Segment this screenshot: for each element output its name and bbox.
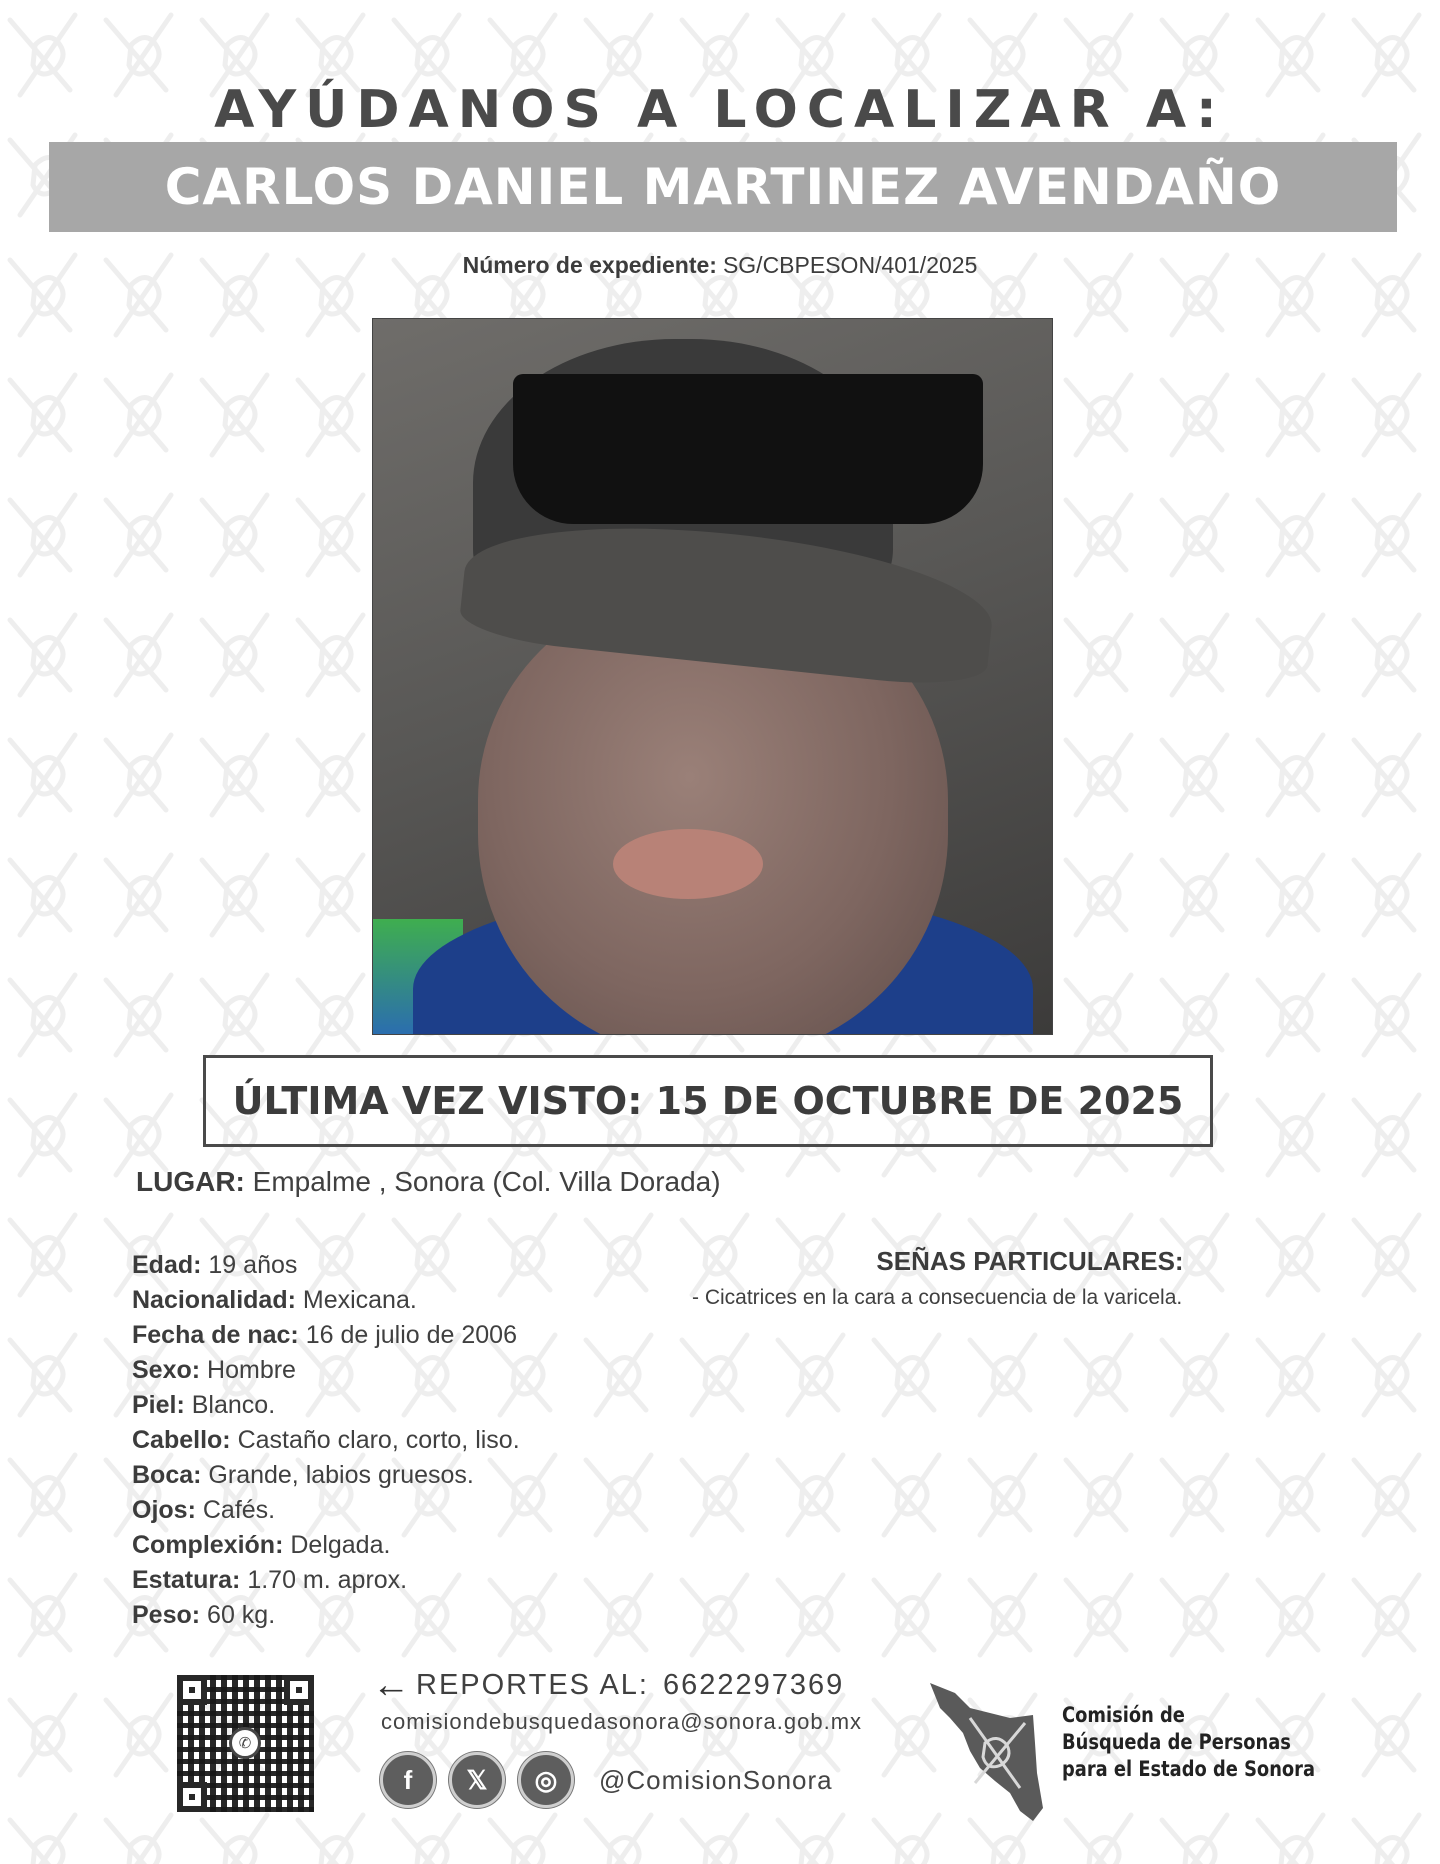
- whatsapp-qr-code[interactable]: [177, 1675, 314, 1812]
- qr-finder-icon: [177, 1675, 207, 1705]
- case-number: [0, 252, 1440, 279]
- location-value: Empalme , Sonora (Col. Villa Dorada): [252, 1166, 721, 1197]
- x-icon[interactable]: 𝕏: [449, 1752, 505, 1808]
- reports-line: [372, 1666, 844, 1704]
- contact-email[interactable]: comisiondebusquedasonora@sonora.gob.mx: [381, 1709, 863, 1734]
- missing-person-photo: [372, 318, 1053, 1035]
- physical-details-list: [132, 1248, 520, 1633]
- detail-row-nacionalidad: Nacionalidad: Mexicana.: [132, 1286, 417, 1314]
- detail-row-sexo: Sexo: Hombre: [132, 1356, 296, 1384]
- qr-finder-icon: [177, 1782, 207, 1812]
- location-label: LUGAR:: [136, 1166, 245, 1197]
- reports-phone[interactable]: 6622297369: [663, 1668, 845, 1701]
- case-number-value: SG/CBPESON/401/2025: [722, 252, 978, 278]
- detail-row-cabello: Cabello: Castaño claro, corto, liso.: [132, 1426, 520, 1454]
- detail-row-edad: Edad: 19 años: [132, 1251, 298, 1279]
- detail-row-ojos: Ojos: Cafés.: [132, 1496, 276, 1524]
- sonora-map-logo-icon: [925, 1673, 1045, 1823]
- distinguishing-mark-item: - Cicatrices en la cara a consecuencia de la varicela.: [692, 1286, 1183, 1309]
- detail-row-peso: Peso: 60 kg.: [132, 1601, 276, 1629]
- social-links: [380, 1752, 833, 1808]
- detail-row-complexion: Complexión: Delgada.: [132, 1531, 391, 1559]
- detail-row-boca: Boca: Grande, labios gruesos.: [132, 1461, 474, 1489]
- facebook-icon[interactable]: f: [380, 1752, 436, 1808]
- social-handle[interactable]: @ComisionSonora: [599, 1764, 833, 1795]
- detail-row-fecha-nac: Fecha de nac: 16 de julio de 2006: [132, 1321, 517, 1349]
- poster-title: AYÚDANOS A LOCALIZAR A:: [214, 80, 1226, 140]
- detail-row-piel: Piel: Blanco.: [132, 1391, 276, 1419]
- arrow-left-icon: ←: [372, 1664, 410, 1706]
- reports-label: REPORTES AL:: [416, 1668, 649, 1701]
- last-seen-text: ÚLTIMA VEZ VISTO: 15 DE OCTUBRE DE 2025: [232, 1079, 1184, 1123]
- person-name: CARLOS DANIEL MARTINEZ AVENDAÑO: [164, 158, 1282, 216]
- person-name-banner: [49, 142, 1397, 232]
- organization-name: Comisión de Búsqueda de Personas para el Estado de Sonora: [1062, 1703, 1316, 1781]
- qr-finder-icon: [284, 1675, 314, 1705]
- whatsapp-icon: ✆: [229, 1727, 261, 1759]
- location: [136, 1166, 721, 1198]
- last-seen-box: [203, 1055, 1213, 1147]
- instagram-icon[interactable]: ◎: [518, 1752, 574, 1808]
- distinguishing-marks-title: SEÑAS PARTICULARES:: [876, 1246, 1184, 1276]
- detail-row-estatura: Estatura: 1.70 m. aprox.: [132, 1566, 408, 1594]
- case-number-label: Número de expediente:: [462, 252, 717, 278]
